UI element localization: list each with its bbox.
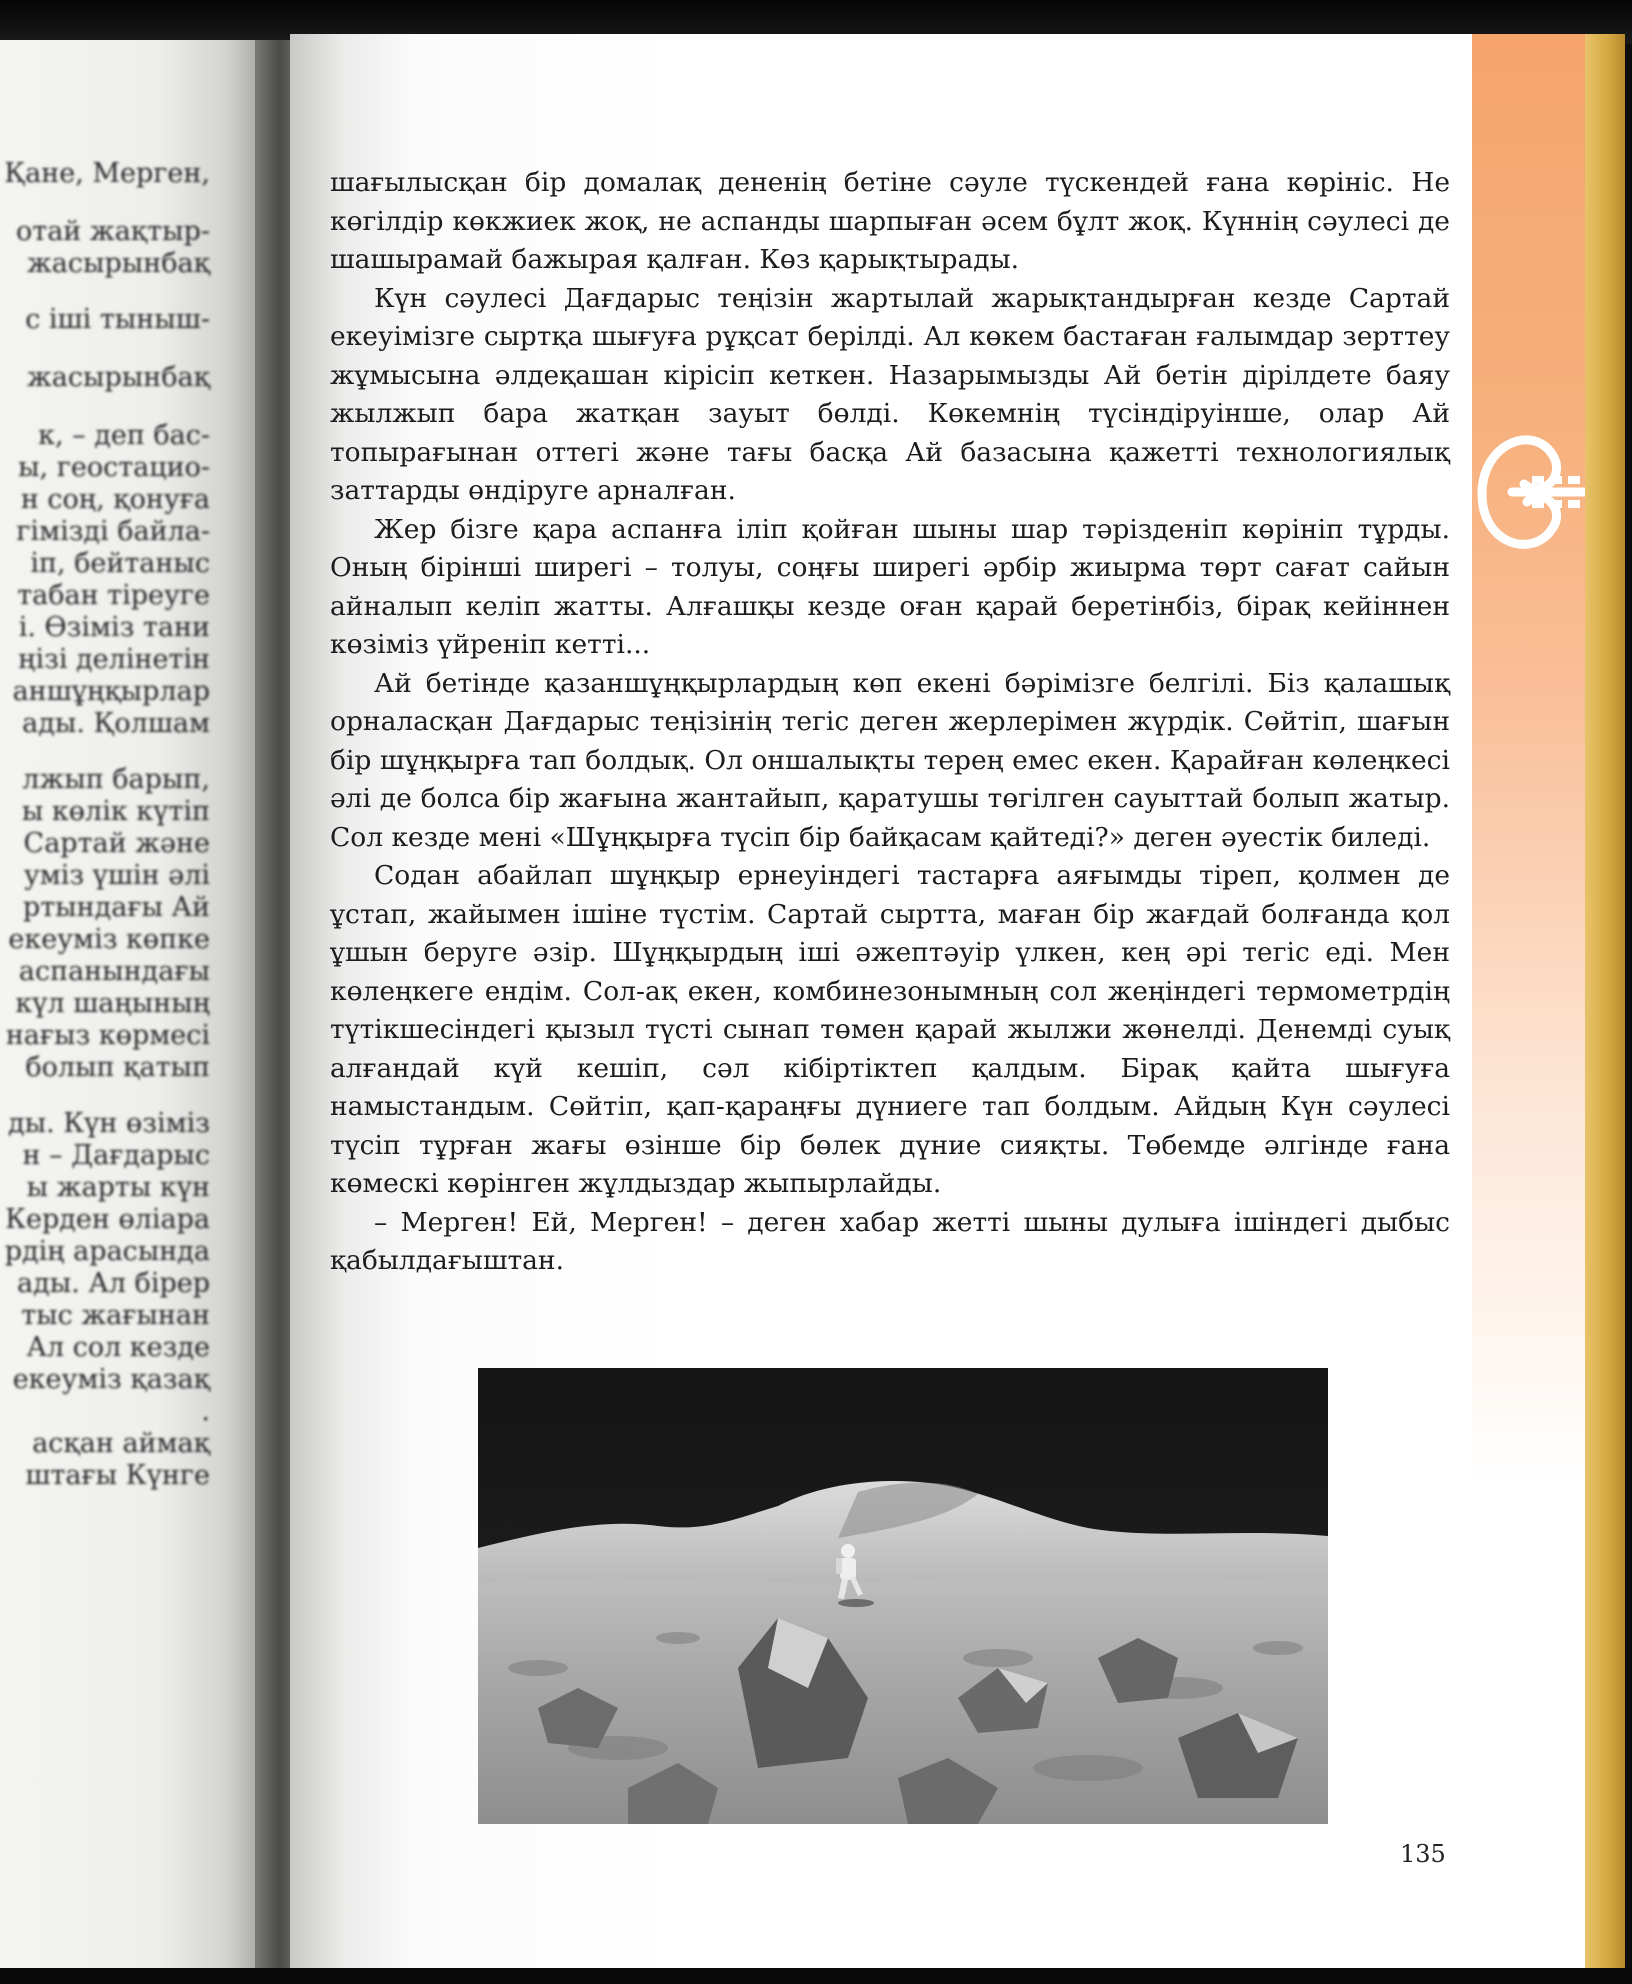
body-text bbox=[330, 164, 1450, 1281]
left-page-line: екеуміз қазақ bbox=[12, 1364, 210, 1395]
left-page-line: екеуміз көпке bbox=[8, 924, 210, 955]
paragraph: – Мерген! Ей, Мерген! – деген хабар жетті шыны дулыға ішіндегі дыбыс қабылдағыштан. bbox=[330, 1206, 1450, 1276]
left-page-line: ы жарты күн bbox=[26, 1172, 210, 1203]
left-page-line: іп, бейтаныс bbox=[30, 548, 210, 579]
left-page-line: ңізі делінетін bbox=[18, 644, 210, 675]
left-page-line: жасырынбақ bbox=[26, 362, 210, 393]
left-page-line: штағы Күнге bbox=[25, 1460, 210, 1491]
left-page-line: ды. Күн өзіміз bbox=[8, 1108, 210, 1139]
left-page-line: н соң, қонуға bbox=[20, 484, 210, 515]
left-page-line: гімізді байла- bbox=[16, 516, 210, 547]
left-page-line: с іші тыныш- bbox=[25, 304, 210, 335]
left-page-line: Сартай және bbox=[23, 828, 210, 859]
paragraph: шағылысқан бір домалақ дененің бетіне сәуле түскендей ғана көрініс. Не көгілдір көкжиек жоқ, не аспанды шарпыған әсем бұлт жоқ. Күннің сәулесі де шашырамай бажырая қалған. Көз қарықтырады. bbox=[330, 167, 1450, 275]
right-page bbox=[290, 34, 1585, 1970]
left-page-line: аспанындағы bbox=[18, 956, 210, 987]
left-page-line: табан тіреуге bbox=[17, 580, 210, 611]
left-page-line: і. Өзіміз тани bbox=[18, 612, 210, 643]
left-page-line: . bbox=[201, 1396, 210, 1427]
left-page-line: жасырынбақ bbox=[26, 248, 210, 279]
left-page-line: күл шаңының bbox=[15, 988, 210, 1019]
left-page bbox=[0, 40, 285, 1970]
left-page-line: Ал сол кезде bbox=[26, 1332, 210, 1363]
left-page-line: рдің арасында bbox=[4, 1236, 210, 1267]
book-bottom-edge bbox=[0, 1968, 1632, 1984]
left-page-line: к, – деп бас- bbox=[38, 420, 210, 451]
paragraph: Содан абайлап шұңқыр ернеуіндегі тастарға аяғымды тіреп, қолмен де ұстап, жайымен ішіне түстім. Сартай сыртта, маған бір жағдай болғанда қол ұшын беруге әзір. Шұңқырдың іші әжептәуір үлкен, кең әрі тегіс еді. Мен көлеңкеге ендім. Сол-ақ екен, комбинезонымның сол жеңіндегі термометрдің түтікшесіндегі қызыл түсті сынап төмен қарай жылжи жөнелді. Денемді суық алғандай күй кешіп, сәл кібіртіктеп қалдым. Бірақ қайта шығуға намыстандым. Сөйтіп, қап-қараңғы дүниеге тап болдым. Айдың Күн сәулесі түсіп тұрған жағы өзінше бір бөлек дүние сияқты. Төбемде әлгінде ғана көмескі көрінген жұлдыздар жыпырлайды. bbox=[330, 860, 1450, 1199]
left-page-line: аншұңқырлар bbox=[12, 676, 210, 707]
decorative-band bbox=[1472, 34, 1585, 1970]
left-page-text bbox=[0, 40, 210, 1970]
paragraph: Күн сәулесі Дағдарыс теңізін жартылай жарықтандырған кезде Сартай екеуімізге сыртқа шығуға рұқсат берілді. Ал көкем бастаған ғалымдар зерттеу жұмысына әлдеқашан кірісіп кеткен. Назарымызды Ай бетін дірілдете баяу жылжып бара жатқан зауыт бөлді. Көкемнің түсіндіруінше, олар Ай топырағынан оттегі және тағы басқа Ай базасына қажетті технологиялық заттарды өндіруге арналған. bbox=[330, 282, 1450, 506]
page-edges bbox=[1585, 34, 1625, 1970]
left-page-line: ртындағы Ай bbox=[22, 892, 210, 923]
left-page-line: нағыз көрмесі bbox=[5, 1020, 210, 1051]
left-page-line: отай жақтыр- bbox=[16, 216, 210, 247]
left-page-line: ады. Ал бірер bbox=[17, 1268, 210, 1299]
paragraph: Жер бізге қара аспанға іліп қойған шыны шар тәрізденіп көрініп тұрды. Оның бірінші ширегі – толуы, соңғы ширегі әрбір жиырма төрт сағат сайын айналып келіп жатты. Алғашқы кезде оған қарай беретінбіз, бірақ кейіннен көзіміз үйреніп кетті... bbox=[330, 513, 1450, 660]
left-page-line: ы, геостацио- bbox=[18, 452, 210, 483]
left-page-line: тыс жағынан bbox=[21, 1300, 210, 1331]
left-page-line: н – Дағдарыс bbox=[22, 1140, 210, 1171]
left-page-line: болып қатып bbox=[25, 1052, 210, 1083]
left-page-line: ады. Қолшам bbox=[22, 708, 210, 739]
left-page-line: Керден өліара bbox=[5, 1204, 210, 1235]
ornament-icon bbox=[1472, 384, 1585, 584]
left-page-line: Қане, Мерген, bbox=[4, 158, 210, 189]
left-page-line: лжып барып, bbox=[22, 764, 210, 795]
lunar-surface-astronaut-icon bbox=[478, 1368, 1328, 1824]
moon-photo bbox=[478, 1368, 1328, 1824]
paragraph: Ай бетінде қазаншұңқырлардың көп екені бәрімізге белгілі. Біз қалашық орналасқан Дағдарыс теңізінің тегіс деген жерлерімен жүрдік. Сөйтіп, шағын бір шұңқырға тап болдық. Ол оншалықты терең емес екен. Қарайған көлеңкесі әлі де болса бір жағына жантайып, қаратушы төгілген сауыттай болып жатыр. Сол кезде мені «Шұңқырға түсіп бір байқасам қайтеді?» деген әуестік биледі. bbox=[330, 667, 1450, 853]
page-number: 135 bbox=[1400, 1840, 1446, 1868]
left-page-line: асқан аймақ bbox=[32, 1428, 210, 1459]
left-page-line: ы көлік күтіп bbox=[21, 796, 210, 827]
left-page-line: уміз үшін әлі bbox=[23, 860, 210, 891]
